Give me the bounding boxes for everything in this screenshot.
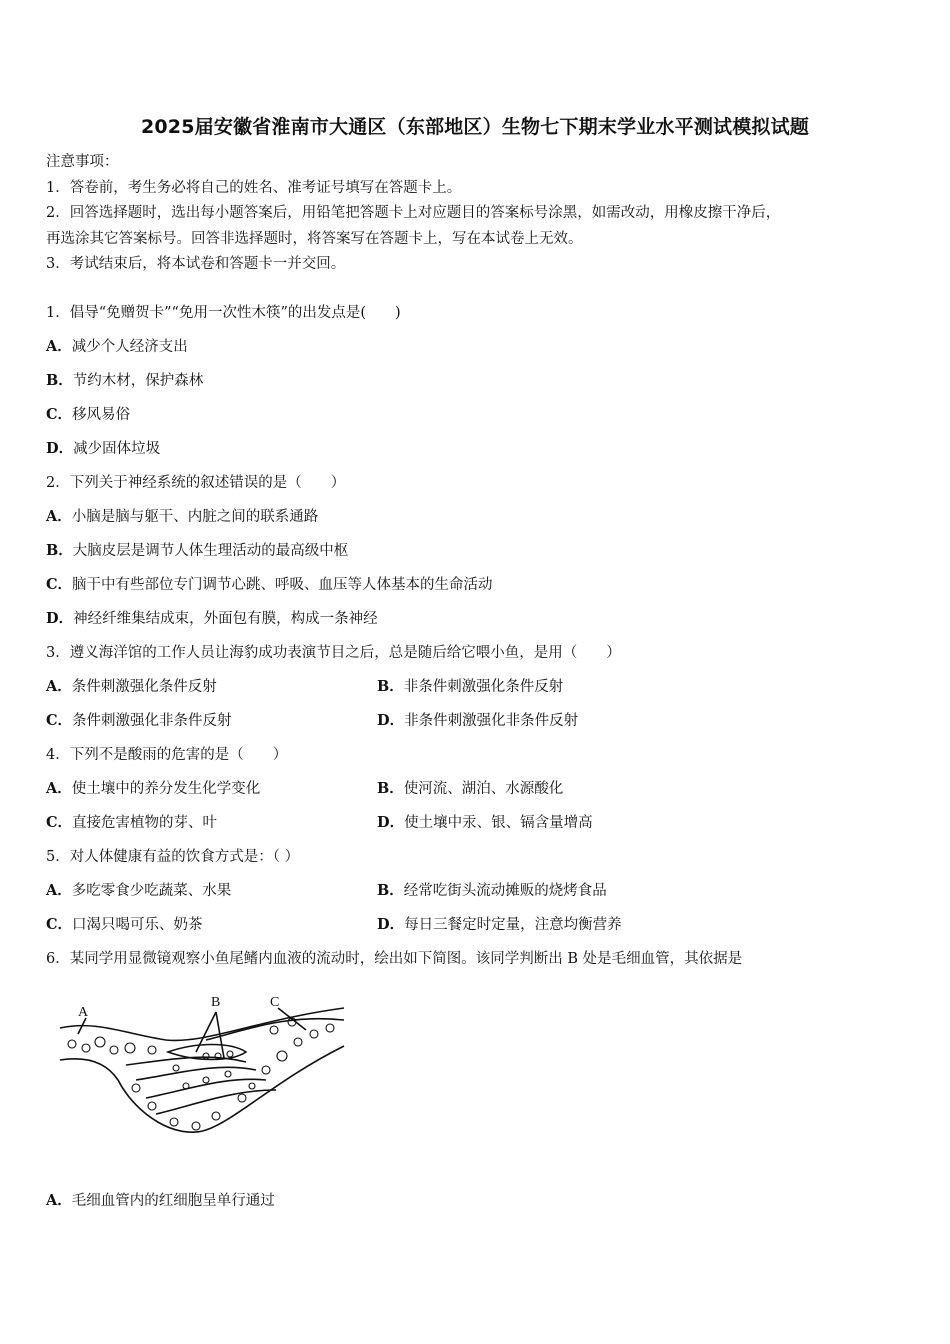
- question-1-stem: 1．倡导“免赠贺卡”“免用一次性木筷”的出发点是( ): [46, 305, 401, 321]
- option-letter: C．: [46, 576, 73, 593]
- option-text: 移风易俗: [72, 407, 131, 423]
- option-letter: A．: [46, 678, 72, 695]
- option-text: 使土壤中的养分发生化学变化: [71, 781, 261, 797]
- option-letter: D．: [377, 916, 405, 933]
- option-letter: B．: [46, 542, 73, 559]
- question-6-option-a: [46, 1189, 275, 1210]
- question-5-stem: 5．对人体健康有益的饮食方式是：（ ）: [46, 849, 300, 865]
- option-letter: B．: [377, 882, 404, 899]
- option-text: 大脑皮层是调节人体生理活动的最高级中枢: [72, 543, 349, 559]
- question-3-option-b: [377, 675, 563, 696]
- option-letter: A．: [46, 338, 72, 355]
- question-2-option-a: [46, 505, 318, 526]
- option-text: 小脑是脑与躯干、内脏之间的联系通路: [71, 509, 319, 525]
- option-text: 减少固体垃圾: [73, 441, 161, 457]
- question-2-option-c: [46, 573, 493, 594]
- option-letter: D．: [377, 712, 405, 729]
- diagram-label-c: C: [270, 995, 280, 1010]
- question-1-option-d: [46, 437, 160, 458]
- diagram-label-a: A: [78, 1005, 89, 1020]
- option-letter: D．: [46, 440, 74, 457]
- option-text: 直接危害植物的芽、叶: [72, 815, 218, 831]
- notes-item: 再选涂其它答案标号。回答非选择题时，将答案写在答题卡上，写在本试卷上无效。: [46, 230, 583, 247]
- notes-item: 3．考试结束后，将本试卷和答题卡一并交回。: [46, 256, 346, 272]
- option-letter: B．: [377, 678, 404, 695]
- question-3-stem: 3．遵义海洋馆的工作人员让海豹成功表演节目之后，总是随后给它喂小鱼，是用（ ）: [46, 645, 621, 661]
- question-1-option-b: [46, 369, 203, 390]
- question-3-option-d: [377, 709, 578, 730]
- option-letter: A．: [46, 508, 72, 525]
- pointer-b-left: [196, 1012, 216, 1052]
- option-text: 毛细血管内的红细胞呈单行通过: [71, 1193, 275, 1209]
- question-2-option-b: [46, 539, 348, 560]
- option-text: 使河流、湖泊、水源酸化: [403, 781, 564, 797]
- question-5-option-b: [377, 879, 607, 900]
- option-letter: D．: [46, 610, 74, 627]
- question-3-option-c: [46, 709, 232, 730]
- question-1-option-a: [46, 335, 188, 356]
- option-text: 口渴只喝可乐、奶茶: [72, 917, 203, 933]
- option-letter: A．: [46, 780, 72, 797]
- page-title: 2025届安徽省淮南市大通区（东部地区）生物七下期末学业水平测试模拟试题: [140, 116, 810, 138]
- option-letter: B．: [377, 780, 404, 797]
- question-4-option-d: [377, 811, 593, 832]
- option-text: 神经纤维集结成束，外面包有膜，构成一条神经: [73, 611, 378, 627]
- option-text: 使土壤中汞、银、镉含量增高: [404, 815, 593, 831]
- notes-section: [46, 150, 906, 278]
- blood-vessel-diagram: [56, 990, 356, 1150]
- notes-item: 1．答卷前，考生务必将自己的姓名、准考证号填写在答题卡上。: [46, 179, 462, 196]
- question-2-stem: 2．下列关于神经系统的叙述错误的是（ ）: [46, 475, 346, 491]
- option-text: 条件刺激强化条件反射: [71, 679, 217, 695]
- capillary-loop: [156, 1090, 276, 1114]
- option-text: 非条件刺激强化条件反射: [403, 679, 564, 695]
- option-letter: C．: [46, 814, 73, 831]
- option-letter: D．: [377, 814, 405, 831]
- notes-item: 2．回答选择题时，选出每小题答案后，用铅笔把答题卡上对应题目的答案标号涂黑，如需改动，用橡皮擦干净后，: [46, 205, 781, 221]
- option-text: 经常吃街头流动摊贩的烧烤食品: [403, 883, 607, 899]
- question-1-option-c: [46, 403, 130, 424]
- option-text: 每日三餐定时定量，注意均衡营养: [404, 917, 622, 933]
- question-2-option-d: [46, 607, 378, 628]
- option-text: 非条件刺激强化非条件反射: [404, 713, 579, 729]
- vessel-c-inner: [206, 1019, 344, 1040]
- option-text: 节约木材，保护森林: [72, 373, 204, 389]
- option-letter: B．: [46, 372, 73, 389]
- question-3-option-a: [46, 675, 217, 696]
- option-text: 脑干中有些部位专门调节心跳、呼吸、血压等人体基本的生命活动: [72, 577, 493, 593]
- capillary-loop: [146, 1079, 266, 1098]
- question-4-option-b: [377, 777, 563, 798]
- question-4-stem: 4．下列不是酸雨的危害的是（ ）: [46, 747, 288, 763]
- option-letter: A．: [46, 1192, 72, 1209]
- question-5-option-c: [46, 913, 203, 934]
- question-4-option-c: [46, 811, 217, 832]
- question-5-option-a: [46, 879, 231, 900]
- vessel-top-wall: [60, 1008, 344, 1040]
- diagram-label-b: B: [211, 995, 221, 1010]
- option-letter: C．: [46, 916, 73, 933]
- notes-heading: 注意事项：: [46, 154, 119, 170]
- question-5-option-d: [377, 913, 622, 934]
- option-letter: C．: [46, 406, 73, 423]
- capillary-loop: [136, 1067, 256, 1080]
- option-letter: A．: [46, 882, 72, 899]
- option-text: 多吃零食少吃蔬菜、水果: [71, 883, 232, 899]
- option-text: 条件刺激强化非条件反射: [72, 713, 232, 729]
- question-4-option-a: [46, 777, 260, 798]
- option-letter: C．: [46, 712, 73, 729]
- option-text: 减少个人经济支出: [71, 339, 188, 355]
- question-6-stem: 6．某同学用显微镜观察小鱼尾鳍内血液的流动时，绘出如下简图。该同学判断出 B 处是毛细血管，其依据是: [46, 951, 743, 967]
